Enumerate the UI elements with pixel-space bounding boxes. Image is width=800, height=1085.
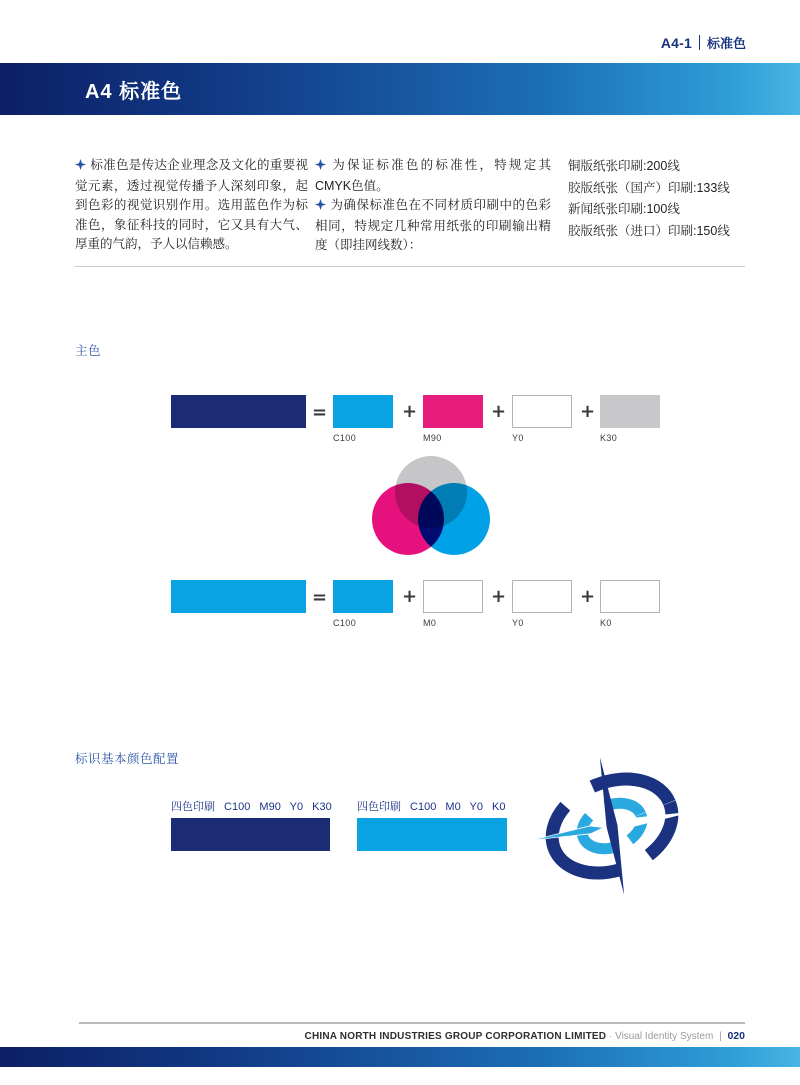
swatch-value-label: K0 — [600, 618, 612, 628]
primary-color-swatch-dark-blue — [171, 395, 306, 428]
intro-paragraph-3 — [315, 196, 551, 256]
intro-column-2 — [315, 156, 551, 256]
swatch-value-label: C100 — [333, 618, 357, 628]
footer-company-name: CHINA NORTH INDUSTRIES GROUP CORPORATION LIMITED — [304, 1031, 607, 1042]
plus-sign: + — [402, 586, 418, 607]
print-spec-item: 新闻纸张印刷:100线 — [568, 202, 680, 216]
cmyk-swatch-m90 — [423, 395, 483, 428]
cmyk-swatch-k30 — [600, 395, 660, 428]
intro-paragraph-1: 标准色是传达企业理念及文化的重要视觉元素，透过视觉传播予人深刻印象，起到色彩的视觉识别作用。选用蓝色作为标准色，象征科技的同时，它又具有大气、厚重的气韵，予人以信赖感。 — [75, 158, 308, 251]
config-caption-cyan: 四色印刷 C100 M0 Y0 K0 — [357, 801, 506, 813]
cmyk-swatch-y0 — [512, 580, 572, 613]
footer-separator: · — [608, 1031, 613, 1042]
corporate-logo — [524, 756, 700, 901]
cmyk-swatch-k0 — [600, 580, 660, 613]
swatch-value-label: K30 — [600, 433, 618, 443]
footer-system-name: Visual Identity System — [615, 1031, 714, 1042]
intro-paragraph-2 — [315, 156, 551, 196]
swatch-value-label: Y0 — [512, 433, 524, 443]
star-bullet-icon — [75, 157, 86, 177]
color-overlap-venn-diagram — [372, 456, 492, 556]
section-name: 标准色 — [706, 36, 746, 51]
footer-rule — [79, 1022, 745, 1024]
tag-divider — [699, 35, 700, 50]
swatch-value-label: Y0 — [512, 618, 524, 628]
color-config-label: 标识基本颜色配置 — [75, 752, 180, 766]
equals-sign: = — [312, 402, 328, 423]
cmyk-swatch-y0 — [512, 395, 572, 428]
plus-sign: + — [580, 401, 596, 422]
config-bar-cyan — [357, 818, 507, 851]
bottom-gradient-band — [0, 1047, 800, 1067]
star-bullet-icon — [315, 157, 326, 177]
intro-column-1 — [75, 156, 308, 255]
star-bullet-icon — [315, 197, 326, 217]
page-number: 020 — [727, 1030, 745, 1042]
print-spec-item: 胶版纸张（进口）印刷:150线 — [568, 223, 730, 238]
plus-sign: + — [580, 586, 596, 607]
primary-color-swatch-cyan — [171, 580, 306, 613]
plus-sign: + — [491, 401, 507, 422]
gray-circle — [395, 456, 467, 528]
primary-color-label: 主色 — [75, 344, 102, 358]
print-specs-list — [568, 156, 753, 242]
header-band — [0, 63, 800, 115]
footer-text — [0, 1030, 745, 1042]
equals-sign: = — [312, 587, 328, 608]
cmyk-swatch-m0 — [423, 580, 483, 613]
config-bar-dark-blue — [171, 818, 330, 851]
intro-paragraph-2-text: 为保证标准色的标准性，特规定其CMYK色值。 — [315, 158, 551, 193]
section-code: A4-1 — [660, 34, 692, 51]
section-tag — [661, 33, 746, 52]
page-title: A4 标准色 — [85, 80, 183, 103]
plus-sign: + — [491, 586, 507, 607]
cmyk-swatch-c100 — [333, 580, 393, 613]
horizontal-divider — [75, 266, 745, 267]
swatch-value-label: M90 — [423, 433, 442, 443]
print-spec-item: 铜版纸张印刷:200线 — [568, 159, 680, 173]
footer-bar-glyph: | — [719, 1031, 722, 1042]
swatch-value-label: M0 — [423, 618, 437, 628]
plus-sign: + — [402, 401, 418, 422]
corporate-logo-graphic — [524, 756, 700, 896]
cmyk-swatch-c100 — [333, 395, 393, 428]
print-spec-item: 胶版纸张（国产）印刷:133线 — [568, 180, 730, 195]
intro-paragraph-3-text: 为确保标准色在不同材质印刷中的色彩相同，特规定几种常用纸张的印刷输出精度（即挂网线数）： — [315, 198, 551, 252]
config-caption-dark-blue: 四色印刷 C100 M90 Y0 K30 — [171, 801, 332, 813]
swatch-value-label: C100 — [333, 433, 357, 443]
